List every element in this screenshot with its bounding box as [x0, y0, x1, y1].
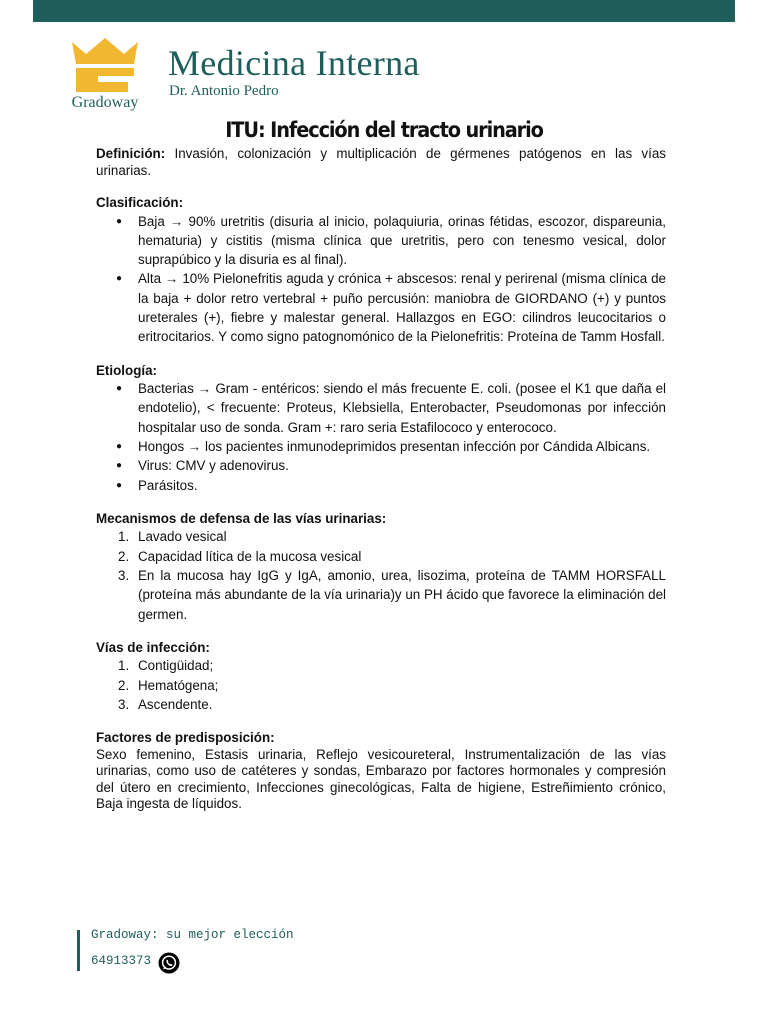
section-etiologia: [96, 363, 666, 495]
list-item-text: Hematógena;: [138, 677, 219, 693]
section-factores: [96, 730, 666, 813]
list-item-text: En la mucosa hay IgG y IgA, amonio, urea, lisozima, proteína de TAMM HORSFALL (proteína más abundante de la vía urinaria)y un PH ácido que favorece la eliminación del germen.: [138, 567, 666, 622]
list-item: [116, 676, 666, 695]
list-item: [116, 547, 666, 566]
definition-label: Definición:: [96, 146, 166, 161]
factores-text: Sexo femenino, Estasis urinaria, Reflejo vesicoureteral, Instrumentalización de las vías urinarias, como uso de catéteres y sondas, Embarazo por factores hormonales y compresión del útero en crecimiento, Infecciones ginecológicas, Falta de higiene, Estreñimiento crónico, Baja ingesta de líquidos.: [96, 746, 666, 812]
list-item: ● Hongos → los pacientes inmunodeprimidos presentan infección por Cándida Albicans.: [116, 437, 666, 456]
list-item: [116, 566, 666, 624]
section-mecanismos: [96, 511, 666, 624]
list-number: 1.: [118, 658, 130, 674]
list-item: ● Virus: CMV y adenovirus.: [116, 456, 666, 475]
list-item: ● Alta → 10% Pielonefritis aguda y crónica + abscesos: renal y perirenal (misma clínica de la baja + dolor retro vertebral + puño percusión: maniobra de GIORDANO (+) y puntos ureterales (+), fiebre y malestar general. Hallazgos en EGO: cilindros leucocitarios o eritrocitarios. Y como signo patognomónico de la Pielonefritis: Proteína de Tamm Hosfall.: [116, 269, 666, 346]
document-body: [96, 146, 666, 813]
document-title: ITU: Infección del tracto urinario: [225, 118, 543, 142]
section-heading: Mecanismos de defensa de las vías urinarias:: [96, 510, 387, 526]
list-item-text: Lavado vesical: [138, 529, 227, 545]
section-heading: Etiología:: [96, 362, 157, 378]
list-number: 2.: [118, 548, 130, 564]
list-item-text: Contigüidad;: [138, 658, 214, 674]
list-item: [116, 527, 666, 546]
bullet-list: [116, 379, 666, 495]
brand-subtitle: Dr. Antonio Pedro: [169, 83, 279, 99]
list-item: ● Baja → 90% uretritis (disuria al inicio, polaquiuria, orinas fétidas, escozor, dispareunia, hematuria) y cistitis (misma clínica que uretritis, pero con tenesmo vesical, dolor suprapúbico y la disuria es al final).: [116, 212, 666, 270]
definition-paragraph: [96, 146, 666, 179]
footer-phone: 64913373: [91, 954, 152, 968]
brand-title: Medicina Interna: [168, 43, 420, 83]
list-item-text: Capacidad lítica de la mucosa vesical: [138, 548, 362, 564]
footer-slogan: Gradoway: su mejor elección: [91, 928, 294, 942]
list-number: 2.: [118, 677, 130, 693]
list-item-text: Ascendente.: [138, 696, 213, 712]
crown-logo-icon: [68, 36, 142, 94]
section-vias: [96, 640, 666, 714]
logo-text: Gradoway: [71, 94, 139, 111]
list-item: ● Parásitos.: [116, 476, 666, 495]
whatsapp-icon[interactable]: [158, 952, 180, 974]
section-heading: Factores de predisposición:: [96, 730, 275, 746]
list-item: ● Bacterias → Gram - entéricos: siendo el más frecuente E. coli. (posee el K1 que daña el endotelio), < frecuente: Proteus, Klebsiella, Enterobacter, Pseudomonas por infección hospitalar uso de sonda. Gram +: raro seria Estafilococo y enterococo.: [116, 379, 666, 437]
section-heading: Clasificación:: [96, 195, 184, 210]
footer-accent-bar: [77, 930, 80, 971]
section-clasificacion: [96, 195, 666, 347]
numbered-list: [116, 527, 666, 623]
top-color-bar: [33, 0, 735, 22]
list-item: [116, 695, 666, 714]
gradoway-logo: [60, 36, 150, 116]
list-number: 1.: [118, 529, 130, 545]
list-number: 3.: [118, 696, 130, 712]
list-item: [116, 656, 666, 675]
section-heading: Vías de infección:: [96, 639, 210, 655]
list-number: 3.: [118, 567, 130, 583]
bullet-list: [116, 212, 666, 347]
definition-text: Invasión, colonización y multiplicación de gérmenes patógenos en las vías urinarias.: [96, 146, 666, 178]
numbered-list: [116, 656, 666, 714]
